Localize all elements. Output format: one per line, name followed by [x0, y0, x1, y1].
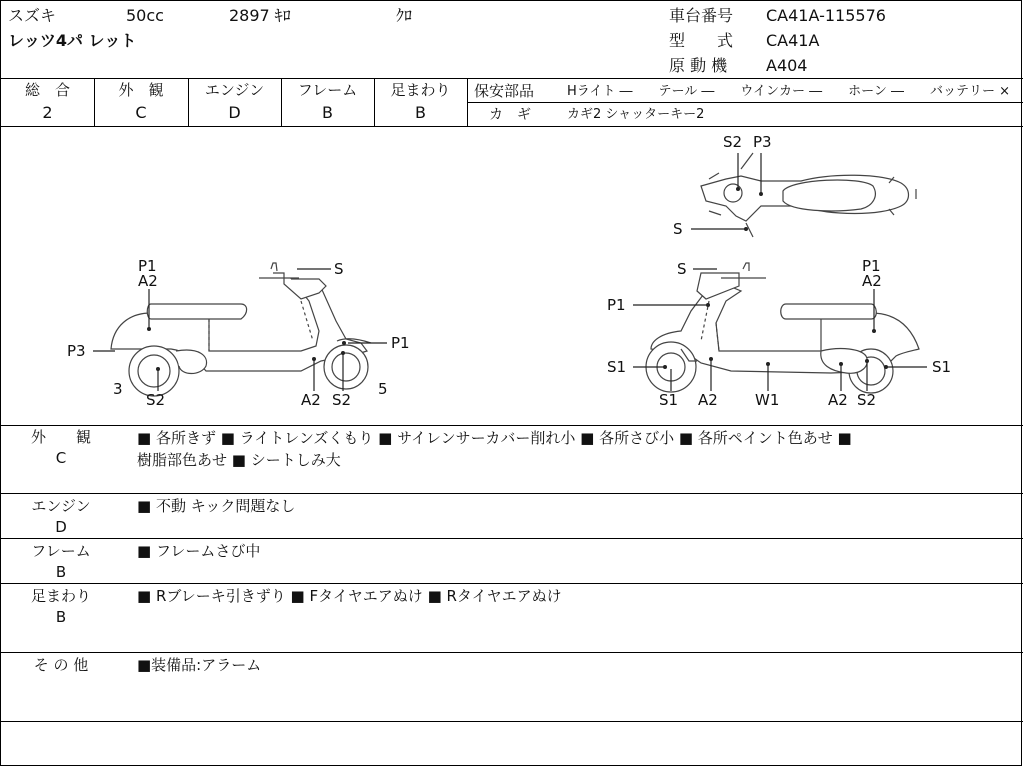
label-right-s2: S2: [857, 391, 877, 409]
grade-frame-label: フレーム: [297, 81, 358, 99]
label-right-p1: P1: [862, 257, 881, 275]
note-other: [1, 656, 121, 675]
note-engine-label: エンジン: [31, 497, 91, 515]
label-left-a2: A2: [138, 272, 158, 290]
label-left-5: 5: [378, 380, 388, 398]
note-engine-grade: D: [55, 518, 67, 536]
engine-label: 原 動 機: [669, 56, 728, 75]
grade-suspension-label: 足まわり: [390, 81, 451, 99]
note-frame-label: フレーム: [31, 542, 91, 560]
label-right-s1: S1: [607, 358, 627, 376]
grade-suspension-value: B: [415, 103, 426, 122]
label-right-s: S: [677, 260, 687, 278]
engine-value: A404: [766, 56, 808, 75]
label-left-s2b: S2: [332, 391, 352, 409]
label-left-p3: P3: [67, 342, 86, 360]
label-top-s: S: [673, 220, 683, 238]
label-right-s1c: S1: [932, 358, 952, 376]
label-left-p1: P1: [138, 257, 157, 275]
label-right-s1b: S1: [659, 391, 679, 409]
note-frame-line-1: ■ フレームさび中: [137, 542, 261, 560]
frame-no-label: 車台番号: [669, 6, 734, 25]
note-suspension-text: [137, 585, 562, 607]
note-suspension-grade: B: [55, 608, 67, 626]
model-label: 型 式: [669, 31, 734, 50]
label-right-p1b: P1: [607, 296, 626, 314]
note-exterior-line-2: 樹脂部色あせ ■ シートしみ大: [137, 451, 341, 469]
grade-total-value: 2: [42, 103, 53, 122]
label-left-s2: S2: [146, 391, 166, 409]
label-left-3: 3: [113, 380, 123, 398]
note-engine-line-1: ■ 不動 キック問題なし: [137, 497, 296, 515]
grade-frame-value: B: [322, 103, 333, 122]
note-exterior-grade: C: [55, 449, 67, 467]
note-engine-text: [137, 495, 295, 517]
note-other-line-1: ■装備品:アラーム: [137, 656, 262, 674]
frame-no-value: CA41A-115576: [766, 6, 886, 25]
safety-label: 保安部品: [474, 82, 535, 100]
note-suspension-line-1: ■ Rブレーキ引きずり ■ Fタイヤエアぬけ ■ Rタイヤエアぬけ: [137, 587, 562, 605]
model-name: レッツ4パ レット: [8, 31, 137, 50]
label-right-a2c: A2: [828, 391, 848, 409]
label-right-a2: A2: [862, 272, 882, 290]
note-exterior-label: 外 観: [30, 428, 91, 446]
mileage: 2897 ｷﾛ: [229, 6, 291, 25]
note-suspension: [1, 587, 121, 627]
label-top-p3: P3: [753, 133, 772, 151]
grade-engine-label: エンジン: [204, 81, 265, 99]
note-frame-grade: B: [55, 563, 67, 581]
model-value: CA41A: [766, 31, 820, 50]
scooter-diagram: [1, 127, 1023, 425]
label-top-s2: S2: [723, 133, 743, 151]
scooter-top-view: [701, 153, 916, 237]
note-exterior: [1, 428, 121, 468]
note-exterior-text: [137, 427, 852, 471]
maker: スズキ: [8, 6, 57, 25]
grade-exterior-value: C: [135, 103, 147, 122]
displacement: 50cc: [126, 6, 164, 25]
key-value: カギ2 シャッターキー2: [567, 107, 705, 122]
safety-items: Hライト ― テール ― ウインカー ― ホーン ― バッテリー ×: [567, 84, 1011, 99]
note-frame: [1, 542, 121, 582]
note-other-label: そ の 他: [33, 656, 89, 674]
note-engine: [1, 497, 121, 537]
grade-total-label: 総 合: [24, 81, 70, 99]
label-right-w1: W1: [755, 391, 780, 409]
label-left-a2b: A2: [301, 391, 321, 409]
note-other-text: [137, 654, 261, 676]
grade-exterior-label: 外 観: [118, 81, 164, 99]
grade-engine-value: D: [228, 103, 241, 122]
label-left-s: S: [334, 260, 344, 278]
label-left-p1b: P1: [391, 334, 410, 352]
note-suspension-label: 足まわり: [30, 587, 91, 605]
color: ｸﾛ: [396, 6, 413, 25]
note-frame-text: [137, 540, 260, 562]
label-right-a2b: A2: [698, 391, 718, 409]
key-label: カ ギ: [489, 107, 531, 123]
note-exterior-line-1: ■ 各所きず ■ ライトレンズくもり ■ サイレンサーカバー削れ小 ■ 各所さび小 ■ 各所ペイント色あせ ■: [137, 429, 852, 447]
